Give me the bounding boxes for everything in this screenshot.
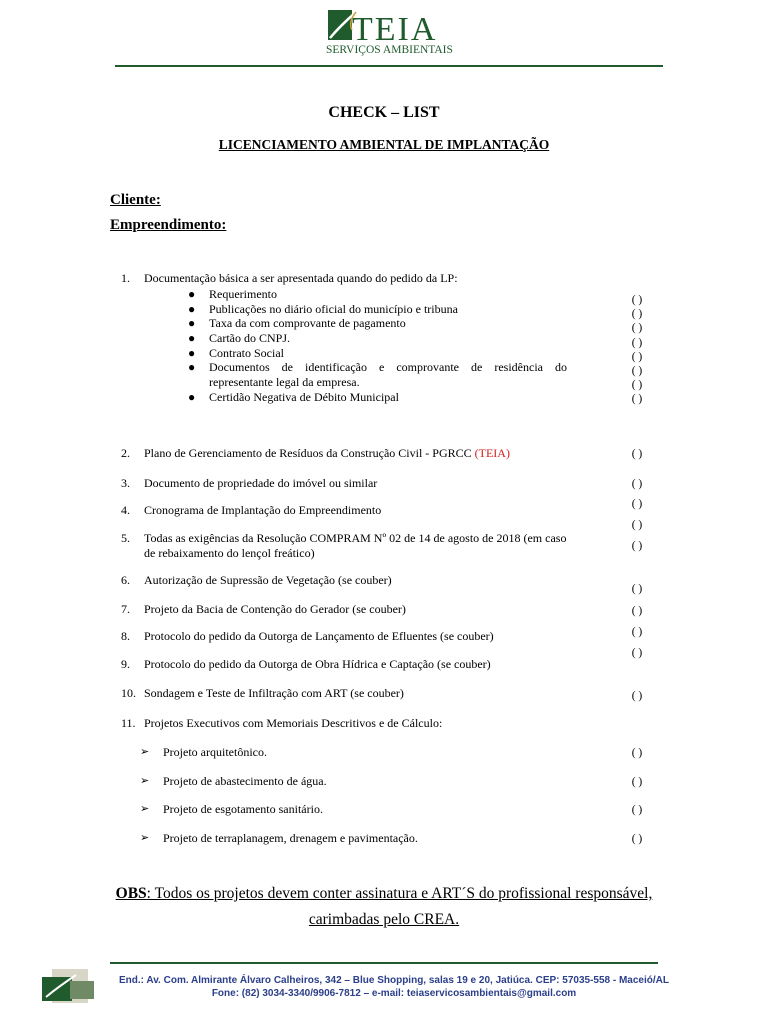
item-number: 7. [121,602,130,616]
bullet-icon: ● [188,316,196,330]
checkbox[interactable]: ( ) [631,365,643,377]
arrow-bullet-icon: ➢ [140,832,150,844]
obs-text-2: carimbadas pelo CREA. [308,911,460,928]
item-number: 2. [121,446,130,460]
bullet-icon: ● [188,346,196,360]
item-text: Cronograma de Implantação do Empreendimento [144,503,382,517]
checkbox[interactable]: ( ) [631,294,643,306]
item-text: Projetos Executivos com Memoriais Descritivos e de Cálculo: [144,716,443,730]
bullet-text: Publicações no diário oficial do município e tribuna [209,302,458,316]
item-text: Autorização de Supressão de Vegetação (se couber) [144,573,392,587]
bullet-text: Requerimento [209,287,277,301]
item-text: Protocolo do pedido da Outorga de Lançamento de Efluentes (se couber) [144,629,494,643]
checkbox[interactable]: ( ) [631,308,643,320]
bullet-icon: ● [188,287,196,301]
checkbox[interactable]: ( ) [631,393,643,405]
subproject-text: Projeto arquitetônico. [163,745,267,759]
item-text: Documentação básica a ser apresentada quando do pedido da LP: [144,271,458,285]
item-text: Sondagem e Teste de Infiltração com ART (se couber) [144,686,404,700]
item-number: 5. [121,531,130,545]
checkbox[interactable]: ( ) [631,540,643,552]
document-title: CHECK – LIST [328,104,440,121]
bullet-text: Documentos de identificação e comprovante de residência do representante legal da empresa. [209,360,567,389]
teia-highlight: (TEIA) [474,446,510,460]
checkbox[interactable]: ( ) [631,583,643,595]
checkbox[interactable]: ( ) [631,379,643,391]
item-text: Projeto da Bacia de Contenção do Gerador (se couber) [144,602,406,616]
obs-label: OBS [115,885,147,902]
item-number: 4. [121,503,130,517]
subproject-text: Projeto de esgotamento sanitário. [163,802,323,816]
item-number: 10. [121,686,136,700]
item-text [144,446,604,461]
checkbox[interactable]: ( ) [631,337,643,349]
checkbox[interactable]: ( ) [631,626,643,638]
checkbox[interactable]: ( ) [631,605,643,617]
footer-logo [40,967,104,1005]
item-number: 3. [121,476,130,490]
checkbox[interactable]: ( ) [631,519,643,531]
checkbox[interactable]: ( ) [631,351,643,363]
client-label: Cliente: [110,192,161,208]
logo-tagline: SERVIÇOS AMBIENTAIS [326,44,453,56]
bullet-text: Cartão do CNPJ. [209,331,290,345]
checkbox[interactable]: ( ) [631,448,643,460]
arrow-bullet-icon: ➢ [140,775,150,787]
footer-contact: Fone: (82) 3034-3340/9906-7812 – e-mail: teiaservicosambientais@gmail.com [211,988,577,999]
subproject-text: Projeto de abastecimento de água. [163,774,327,788]
item-text: Protocolo do pedido da Outorga de Obra Hídrica e Captação (se couber) [144,657,491,671]
item-number: 9. [121,657,130,671]
teia-logo [322,8,472,56]
bullet-text: Contrato Social [209,346,284,360]
bullet-icon: ● [188,390,196,404]
checkbox[interactable]: ( ) [631,833,643,845]
logo-name: TEIA [352,11,438,48]
item-number: 6. [121,573,130,587]
footer-rule [110,962,658,964]
obs-line-1 [0,881,768,907]
checkbox[interactable]: ( ) [631,478,643,490]
item-number: 11. [121,716,136,730]
checkbox[interactable]: ( ) [631,322,643,334]
bullet-icon: ● [188,302,196,316]
item-number: 8. [121,629,130,643]
checkbox[interactable]: ( ) [631,804,643,816]
checkbox[interactable]: ( ) [631,776,643,788]
header-rule [115,65,663,67]
obs-text: : Todos os projetos devem conter assinatura e ART´S do profissional responsável, [146,885,653,902]
bullet-text: Certidão Negativa de Débito Municipal [209,390,399,404]
arrow-bullet-icon: ➢ [140,803,150,815]
checkbox[interactable]: ( ) [631,690,643,702]
bullet-text: Taxa da com comprovante de pagamento [209,316,406,330]
item-number: 1. [121,271,130,285]
bullet-icon: ● [188,360,196,374]
checkbox[interactable]: ( ) [631,747,643,759]
checkbox[interactable]: ( ) [631,647,643,659]
project-label: Empreendimento: [110,217,227,233]
item-text-main: Plano de Gerenciamento de Resíduos da Construção Civil - PGRCC [144,446,472,460]
subproject-text: Projeto de terraplanagem, drenagem e pavimentação. [163,831,418,845]
footer-address: End.: Av. Com. Almirante Álvaro Calheiros, 342 – Blue Shopping, salas 19 e 20, Jatiúca. CEP: 57035-558 - Maceió/AL [118,975,669,986]
obs-line-2 [0,907,768,933]
item-text: Todas as exigências da Resolução COMPRAM Nº 02 de 14 de agosto de 2018 (em caso de rebaixamento do lençol freático) [144,531,567,560]
arrow-bullet-icon: ➢ [140,746,150,758]
item-text: Documento de propriedade do imóvel ou similar [144,476,378,490]
document-subtitle: LICENCIAMENTO AMBIENTAL DE IMPLANTAÇÃO [218,137,550,152]
checkbox[interactable]: ( ) [631,498,643,510]
bullet-icon: ● [188,331,196,345]
